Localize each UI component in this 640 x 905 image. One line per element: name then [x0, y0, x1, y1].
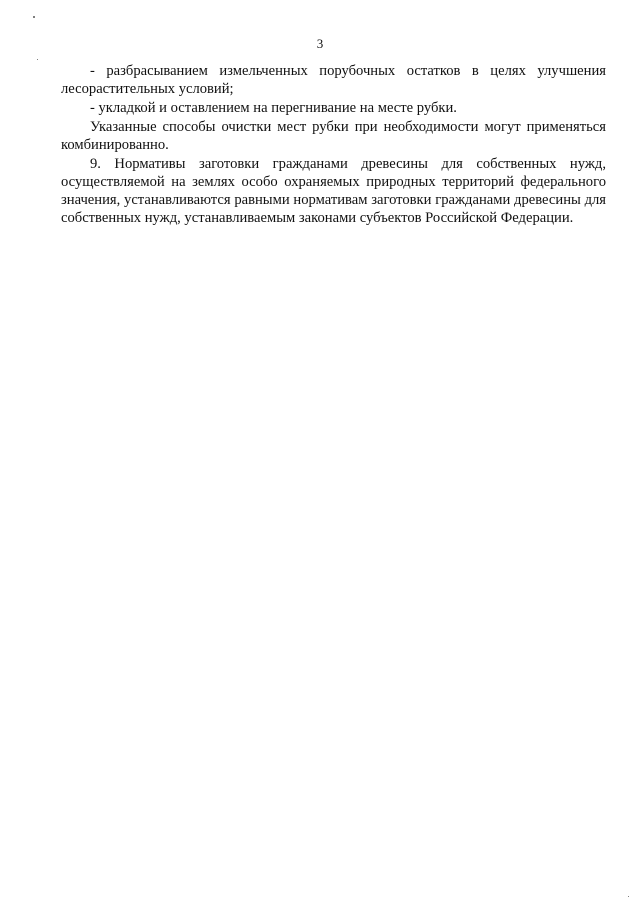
document-body: [61, 62, 606, 227]
page-number: 3: [316, 36, 324, 51]
paragraph-bullet-scatter: - разбрасыванием измельченных порубочных остатков в целях улучшения лесорастительных условий;: [61, 63, 606, 97]
paragraph-bullet-stacking: - укладкой и оставлением на перегнивание на месте рубки.: [90, 100, 457, 116]
paragraph-item-9: 9. Нормативы заготовки гражданами древесины для собственных нужд, осуществляемой на землях особо охраняемых природных территорий федерального значения, устанавливаются равными нормативам заготовки гражданами древесины для собственных нужд, устанавливаемым законами субъектов Российской Федерации.: [61, 156, 606, 226]
scan-speck: [628, 896, 629, 897]
paragraph-combined-methods: Указанные способы очистки мест рубки при необходимости могут применяться комбинированно.: [61, 119, 606, 153]
scan-speck: [37, 59, 38, 60]
scan-speck: [33, 16, 35, 18]
